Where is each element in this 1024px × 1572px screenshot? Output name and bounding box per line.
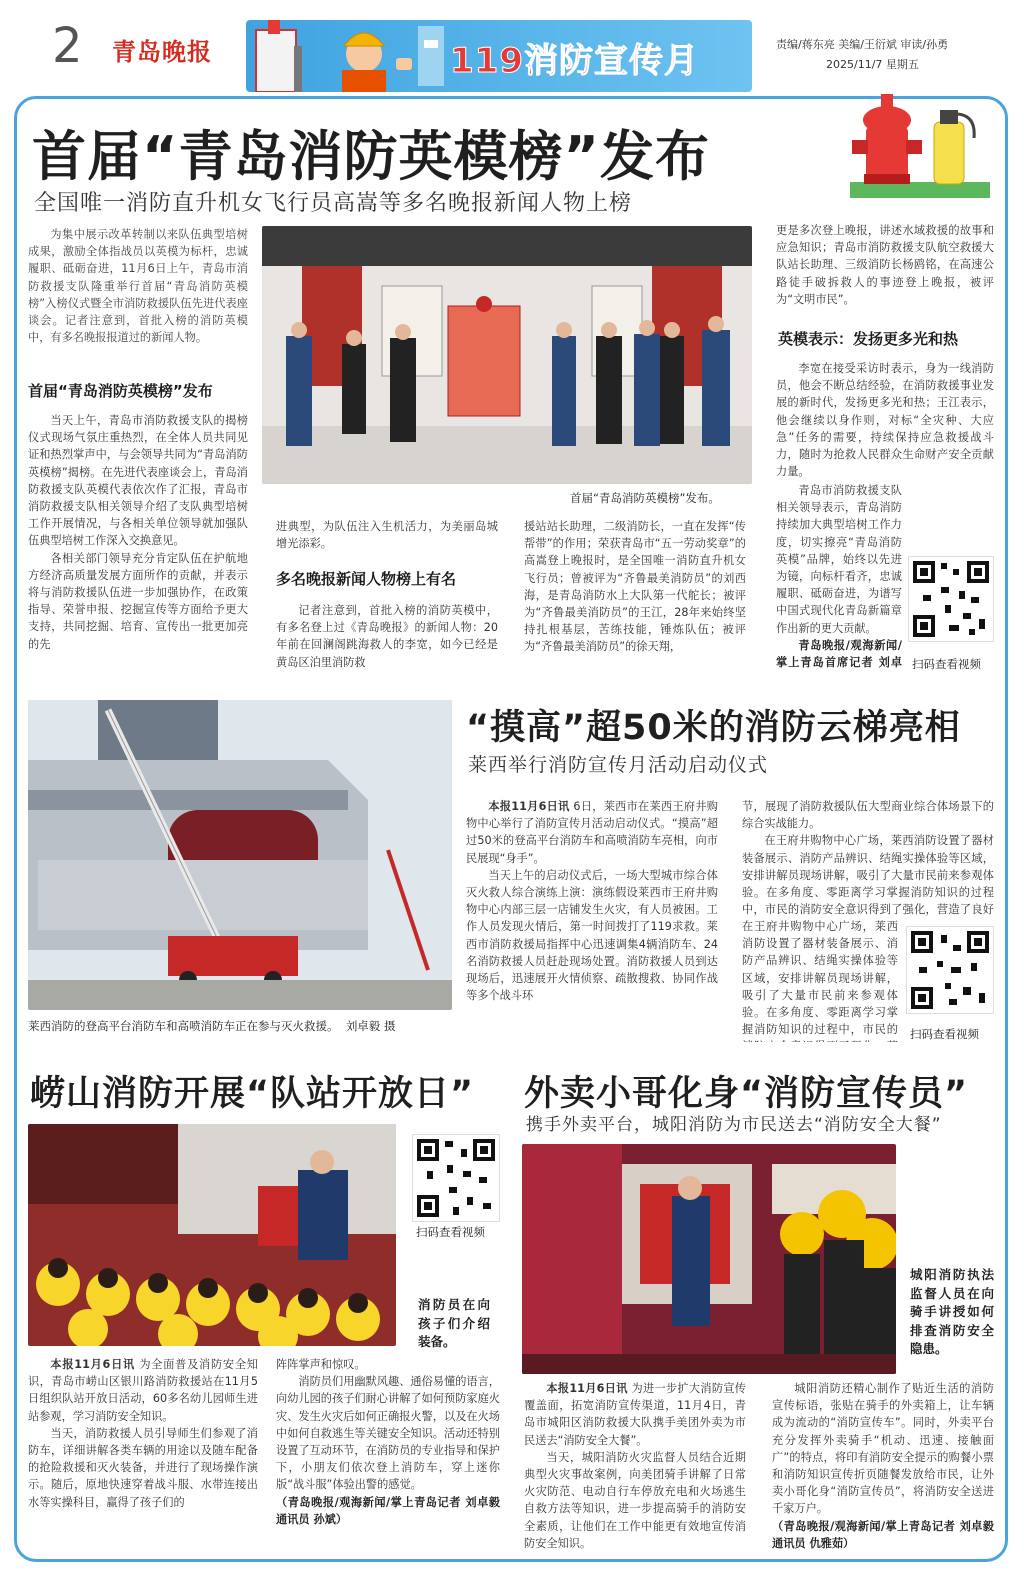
story3-dateline: 本报11月6日讯 bbox=[50, 1358, 135, 1371]
story4-photo-caption: 城阳消防执法监督人员在向骑手讲授如何排查消防安全隐患。 bbox=[910, 1267, 994, 1356]
aerial-ladder-photo-credit: 刘卓毅 摄 bbox=[345, 1019, 396, 1033]
lead-byline: 青岛晚报/观海新闻/掌上青岛首席记者 刘卓 bbox=[776, 638, 902, 670]
story2-dateline: 本报11月6日讯 bbox=[488, 800, 570, 813]
story3-photo-caption: 消防员在向孩子们介绍装备。 bbox=[418, 1297, 490, 1349]
aerial-ladder-photo bbox=[28, 700, 452, 1010]
story4-headline: 外卖小哥化身“消防宣传员” bbox=[524, 1074, 969, 1114]
story2-subheadline: 莱西举行消防宣传月活动启动仪式 bbox=[468, 754, 769, 776]
story2-qr-code[interactable] bbox=[906, 926, 994, 1014]
story2-column-2b: 在王府井购物中心广场，莱西消防设置了器材装备展示、消防产品辨识、结绳实操体验等区域，安排讲解员现场讲解，吸引了大量市民前来参观体验。在多角度、零距离学习掌握消防知识的过程中，市民的 bbox=[742, 920, 898, 1037]
lead-column-1: 当天上午，青岛市消防救援支队的揭榜仪式现场气氛庄重热烈，在全体人员共同见证和热烈掌声中，与会领导共同为“青岛消防英模榜”揭榜。在先进代表座谈会上，青岛消防救援支队英模代表依次作了汇报，青岛市消防救援支队相关领导介绍了支队典型培树工作开展情况，与各相关单位领导就加强队伍典型培树工作深入交换意见。 各相关部门领导充分肯定队伍在护航地方经济高质量发展方面所作的贡献，并表示将与消防救援队伍进一步加强协作，在政策指导、荣誉申报、挖掘宣传等方面给予更大支持，共同挖掘、培育、宣传出一批更加亮的先 bbox=[28, 414, 248, 651]
ceremony-photo bbox=[262, 226, 752, 484]
lead-column-2a: 进典型，为队伍注入生机活力，为美丽岛城增光添彩。 bbox=[276, 520, 498, 551]
page-number: 2 bbox=[52, 18, 83, 74]
aerial-ladder-caption: 莱西消防的登高平台消防车和高喷消防车正在参与灭火救援。 刘卓毅 摄 bbox=[28, 1019, 396, 1033]
story4-dateline: 本报11月6日讯 bbox=[546, 1382, 628, 1395]
lead-column-3: 援站站长助理，二级消防长，一直在发挥“传帮带”的作用；荣获青岛市“五一劳动奖章”的高嵩登上晚报时，是全国唯一消防直升机女飞行员；曾被评为“齐鲁最美消防员”的刘西海，是青岛消防水上大队第一代舵长；被评为“齐鲁最美消防员”的王江，28年来始终坚持扎根基层，苦练技能，锤炼队伍；被评为“齐鲁最美消防员”的徐天翔， bbox=[524, 520, 746, 654]
campaign-banner-title: 119消防宣传月 bbox=[450, 41, 699, 81]
story2-column-2a: 节，展现了消防救援队伍大型商业综合体场景下的综合实战能力。 在王府井购物中心广场，莱西消防设置了器材装备展示、消防产品辨识、结绳实操体验等区域，安排讲解员现场讲解，吸引了大量市民前来参观体验。在多角度、零距离学习掌握消防知识的过程中，市民的消防安全意识得到了强化，营造了良好 bbox=[742, 800, 994, 917]
lead-column-2b: 记者注意到，首批入榜的消防英模中，有多名登上过《青岛晚报》的新闻人物：20年前在回澜阁跳海救人的李宽，如今已经是黄岛区泊里消防救 bbox=[276, 604, 498, 669]
lead-headline: 首届“青岛消防英模榜”发布 bbox=[32, 125, 710, 188]
lead-qr-label: 扫码查看视频 bbox=[912, 657, 981, 671]
story4-byline: （青岛晚报/观海新闻/掌上青岛记者 刘卓毅 通讯员 仇雅茹） bbox=[772, 1519, 994, 1550]
story4-subheadline: 携手外卖平台，城阳消防为市民送去“消防安全大餐” bbox=[526, 1115, 942, 1135]
editor-credits: 责编/蒋东亮 美编/王衍斌 审读/孙勇 bbox=[776, 38, 949, 51]
story4-column-1: 本报11月6日讯 为进一步扩大消防宣传覆盖面，拓宽消防宣传渠道，11月4日，青岛市城阳区消防救援大队携手美团外卖为市民送去“消防安全大餐”。 当天，城阳消防火灾监督人员结合近期典型火灾事故案例，向美团骑手讲解了日常火灾防范、电动自行车停放充电和火场逃生自救方法等知识，进一步提高骑手的消防安全素质，让他们在工作中能更有效地宣传消防安全知识。 bbox=[524, 1382, 746, 1550]
story3-column-2: 阵阵掌声和惊叹。 消防员们用幽默风趣、通俗易懂的语言，向幼儿园的孩子们耐心讲解了如何预防家庭火灾、发生火灾后如何正确报火警，以及在火场中如何自救逃生等关键安全知识。活动还特别设置了互动环节，在消防员的专业指导和保护下，小朋友们依次登上消防车，穿上迷你版“战斗服”体验出警的感觉。 （青岛晚报/观海新闻/掌上青岛记者 刘卓毅 通讯员 孙斌） bbox=[276, 1356, 500, 1552]
lead-subhead-1: 首届“青岛消防英模榜”发布 bbox=[28, 382, 213, 400]
kindergarten-visit-photo bbox=[28, 1124, 396, 1346]
lead-intro: 为集中展示改革转制以来队伍典型培树成果，激励全体指战员以英模为标杆，忠诚履职、砥砺奋进，11月6日上午，青岛市消防救援支队隆重举行首届“青岛消防英模榜”入榜仪式暨全市消防救援队伍先进代表座谈会。记者注意到，首批入榜的消防英模中，有多名晚报报道过的新闻人物。 bbox=[28, 228, 248, 345]
story3-headline: 崂山消防开展“队站开放日” bbox=[30, 1074, 475, 1114]
lead-column-4b: 李宽在接受采访时表示，身为一线消防员，他会不断总结经验，在消防救援事业发展的新时代，发扬更多光和热；王江表示，他会继续以身作则，对标“全灾种、大应急”任务的需要，持续保持应急救援战斗力，随时为抢救人民群众生命财产安全贡献力量。 bbox=[776, 362, 994, 479]
story2-headline: “摸高”超50米的消防云梯亮相 bbox=[466, 708, 961, 748]
lead-subhead-2: 多名晚报新闻人物榜上有名 bbox=[276, 570, 457, 588]
issue-date: 2025/11/7 星期五 bbox=[826, 58, 919, 71]
story3-byline: （青岛晚报/观海新闻/掌上青岛记者 刘卓毅 通讯员 孙斌） bbox=[276, 1495, 500, 1526]
lead-qr-code[interactable] bbox=[908, 556, 994, 642]
hydrant-extinguisher-illustration bbox=[840, 88, 1000, 206]
story3-column-1: 本报11月6日讯 为全面普及消防安全知识，青岛市崂山区银川路消防救援站在11月5日组织队站开放日活动，60多名幼儿园师生进站参观，学习消防安全知识。 当天，消防救援人员引导师生们参观了消防车，详细讲解各类车辆的用途以及随车配备的抢险救援和灭火装备，并进行了现场操作演示。随后，原地快速穿着战斗服、水带连接出水等实操科目，赢得了孩子们的 bbox=[28, 1358, 258, 1509]
newspaper-brand-logo: 青岛晚报 bbox=[112, 37, 212, 66]
lead-subheadline: 全国唯一消防直升机女飞行员高嵩等多名晚报新闻人物上榜 bbox=[34, 191, 633, 216]
story3-qr-code[interactable] bbox=[412, 1134, 500, 1222]
lead-column-4c: 青岛市消防救援支队相关领导表示，青岛消防持续加大典型培树工作力度，切实擦亮“青岛消防英模”品牌，始终以先进为镜，向标杆看齐，忠诚履职、砥砺奋进，为谱写中国式现代化青岛新篇章作出新的更大贡献。 青岛晚报/观海新闻/掌上青岛首席记者 刘卓 bbox=[776, 482, 902, 672]
ceremony-photo-caption: 首届“青岛消防英模榜”发布。 bbox=[570, 491, 720, 505]
story4-column-2: 城阳消防还精心制作了贴近生活的消防宣传标语，张贴在骑手的外卖箱上，让车辆成为流动的“消防宣传车”。同时，外卖平台充分发挥外卖骑手“机动、迅速、接触面广”的特点，将印有消防安全提示的购餐小票和消防知识宣传折页随餐发放给市民，让外卖小哥化身“消防宣传员”，将消防安全送进千家万户。 （青岛晚报/观海新闻/掌上青岛记者 刘卓毅 通讯员 仇雅茹） bbox=[772, 1380, 994, 1554]
lead-subhead-3: 英模表示：发扬更多光和热 bbox=[778, 330, 959, 348]
story2-column-1: 本报11月6日讯 6日，莱西市在莱西王府井购物中心举行了消防宣传月活动启动仪式。“摸高”超过50米的登高平台消防车和高喷消防车亮相，向市民展现“身手”。 当天上午的启动仪式后，一场大型城市综合体灭火救人综合演练上演：演练假设莱西市王府井购物中心内部三层一店铺发生火灾，有人员被困。工作人员发现火情后，第一时间拨打了119求救。莱西市消防救援局指挥中心迅速调集4辆消防车、24名消防救援人员赶赴现场处置。消防救援人员到达现场后，迅速展开火情侦察、疏散搜救、协同作战等多个战斗环 bbox=[466, 800, 718, 1003]
delivery-riders-photo bbox=[522, 1144, 896, 1374]
story3-qr-label: 扫码查看视频 bbox=[416, 1225, 485, 1239]
story2-qr-label: 扫码查看视频 bbox=[910, 1027, 979, 1041]
lead-column-4a: 更是多次登上晚报，讲述水域救援的故事和应急知识；青岛市消防救援支队航空救援大队站长助理、三级消防长杨鸥铭，在高速公路徒手破拆救人的事迹登上晚报，被评为“文明市民”。 bbox=[776, 224, 994, 306]
